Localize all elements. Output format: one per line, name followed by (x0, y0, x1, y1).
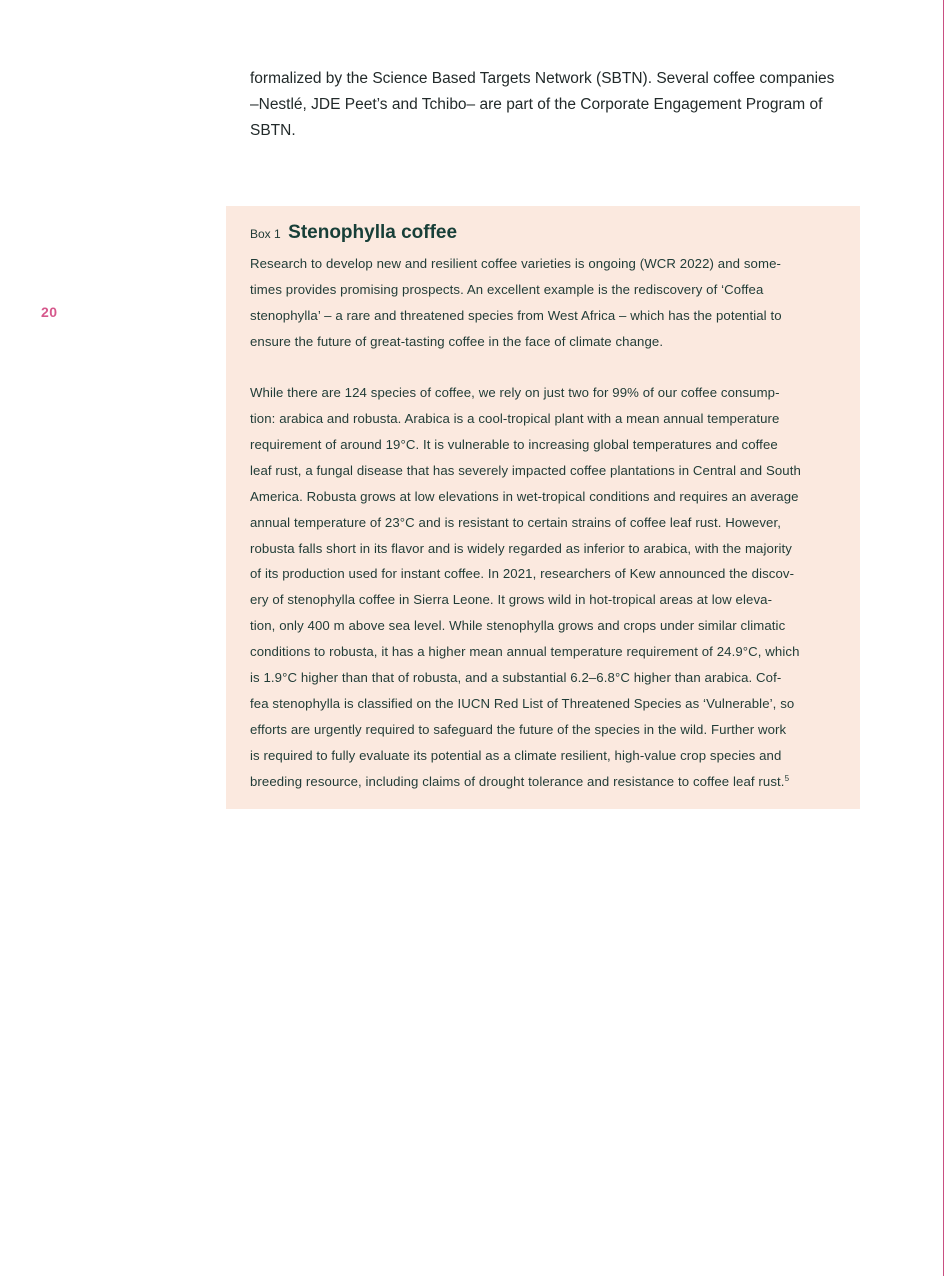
box-line: tion: arabica and robusta. Arabica is a cool-tropical plant with a mean annual temperature (250, 411, 780, 427)
sidebar-box (226, 206, 860, 809)
box-line: While there are 124 species of coffee, we rely on just two for 99% of our coffee consump- (250, 385, 780, 401)
box-header (250, 220, 846, 247)
box-line: stenophylla’ – a rare and threatened species from West Africa – which has the potential to (250, 307, 782, 323)
footnote-reference: 5 (784, 773, 790, 783)
box-line: leaf rust, a fungal disease that has severely impacted coffee plantations in Central and South (250, 462, 801, 478)
box-line: conditions to robusta, it has a higher mean annual temperature requirement of 24.9°C, which (250, 644, 800, 660)
box-line: ensure the future of great-tasting coffee in the face of climate change. (250, 333, 664, 349)
page-number: 20 (41, 304, 58, 320)
box-line: is required to fully evaluate its potential as a climate resilient, high-value crop species and (250, 747, 782, 763)
box-line: efforts are urgently required to safeguard the future of the species in the wild. Further work (250, 721, 787, 737)
box-line: robusta falls short in its flavor and is widely regarded as inferior to arabica, with the majority (250, 540, 792, 556)
box-title: Stenophylla coffee (288, 222, 458, 243)
box-line: requirement of around 19°C. It is vulnerable to increasing global temperatures and coffee (250, 436, 778, 452)
box-line: Research to develop new and resilient coffee varieties is ongoing (WCR 2022) and some- (250, 256, 782, 271)
box-line: of its production used for instant coffee. In 2021, researchers of Kew announced the discov- (250, 566, 795, 582)
box-line: ery of stenophylla coffee in Sierra Leone. It grows wild in hot-tropical areas at low eleva- (250, 592, 773, 608)
box-line: times provides promising prospects. An excellent example is the rediscovery of ‘Coffea (250, 281, 764, 297)
box-paragraph-2 (250, 380, 846, 795)
box-line: annual temperature of 23°C and is resistant to certain strains of coffee leaf rust. However, (250, 514, 782, 530)
intro-line: –Nestlé, JDE Peet’s and Tchibo– are part of the Corporate Engagement Program of (250, 96, 823, 113)
page-edge-divider (943, 0, 944, 1276)
box-line: America. Robusta grows at low elevations in wet-tropical conditions and requires an average (250, 488, 799, 504)
box-line: breeding resource, including claims of drought tolerance and resistance to coffee leaf rust. (250, 773, 785, 789)
box-line: tion, only 400 m above sea level. While stenophylla grows and crops under similar climatic (250, 618, 786, 634)
intro-line: formalized by the Science Based Targets Network (SBTN). Several coffee companies (250, 70, 835, 87)
box-line: is 1.9°C higher than that of robusta, and a substantial 6.2–6.8°C higher than arabica. Cof- (250, 670, 782, 686)
box-paragraph-1 (250, 251, 846, 355)
intro-line: SBTN. (250, 122, 296, 139)
intro-paragraph (250, 66, 850, 144)
box-line: fea stenophylla is classified on the IUCN Red List of Threatened Species as ‘Vulnerable’, so (250, 696, 795, 711)
box-label: Box 1 (250, 227, 281, 241)
